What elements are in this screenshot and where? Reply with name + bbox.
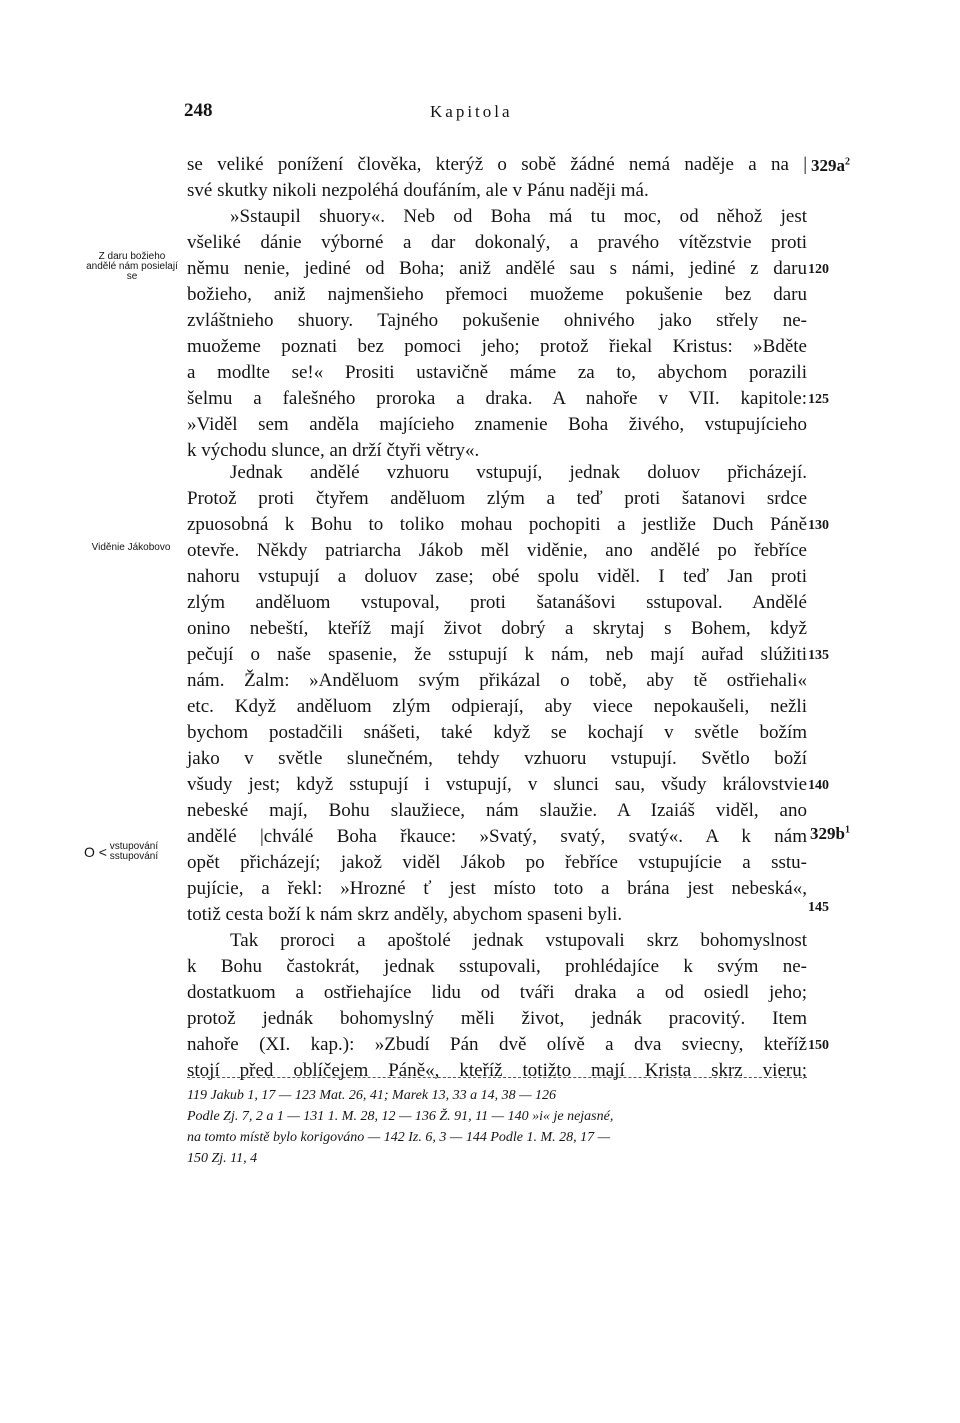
text-line: nebeské mají, Bohu slaužiece, nám slaužie. A Izaiáš viděl, ano xyxy=(187,800,807,821)
text-line: všudy jest; když sstupují i vstupují, v slunci sau, všudy královstvie xyxy=(187,774,807,795)
footnote-line: na tomto místě bylo korigováno — 142 Iz. 6, 3 — 144 Podle 1. M. 28, 17 — xyxy=(187,1130,611,1145)
text-line: andělé |chválé Boha řkauce: »Svatý, svatý, svatý«. A k nám xyxy=(187,826,807,847)
page-number: 248 xyxy=(184,100,213,121)
folio-mark: $329b^1$ xyxy=(810,824,850,843)
marginal-note: O < vstupování sstupování xyxy=(84,841,159,862)
text-line: »Viděl sem anděla majícieho znamenie Boha živého, vstupujícieho xyxy=(187,414,807,435)
text-line: totiž cesta boží k nám skrz anděly, abychom spaseni byli. xyxy=(187,904,623,925)
line-number: 150 xyxy=(808,1038,829,1053)
text-line: Protož proti čtyřem anděluom zlým a teď proti šatanovi srdce xyxy=(187,488,807,509)
line-number: 135 xyxy=(808,648,829,663)
text-line: k Bohu častokrát, jednak sstupovali, prohlédajíce k svým ne- xyxy=(187,956,807,977)
text-line: zlým anděluom vstupoval, proti šatanášovi sstupoval. Andělé xyxy=(187,592,807,613)
page-header xyxy=(0,100,960,130)
footnote-line: 150 Zj. 11, 4 xyxy=(187,1151,258,1166)
text-line: zvláštnieho shuory. Tajného pokušenie ohnivého jako střely ne- xyxy=(187,310,807,331)
text-line: nahoře (XI. kap.): »Zbudí Pán dvě olívě a dva sviecny, kteříž xyxy=(187,1034,807,1055)
marginal-note: Z daru božieho andělé nám posielají se xyxy=(86,251,178,282)
text-line: opět přicházejí; jakož viděl Jákob po řebříce vstupujície a sstu- xyxy=(187,852,807,873)
text-line: bychom postadčili snášeti, také když se kochají v světle božím xyxy=(187,722,807,743)
text-line: etc. Když anděluom zlým odpierají, aby viece nepokaušeli, nežli xyxy=(187,696,807,717)
footnote-line: 119 Jakub 1, 17 — 123 Mat. 26, 41; Marek 13, 33 a 14, 38 — 126 xyxy=(187,1088,557,1103)
footnote-separator xyxy=(187,1077,807,1078)
text-line: nahoru vstupují a doluov zase; obé spolu viděl. I teď Jan proti xyxy=(187,566,807,587)
text-line: božieho, aniž najmenšieho přemoci muožeme pokušenie bez daru xyxy=(187,284,807,305)
line-number: 125 xyxy=(808,392,829,407)
line-number: 120 xyxy=(808,262,829,277)
text-line: jako v světle slunečném, tehdy vzhuoru vstupují. Světlo boží xyxy=(187,748,807,769)
marginal-note: Viděnie Jákobovo xyxy=(91,542,171,553)
text-line: němu nenie, jediné od Boha; aniž andělé sau s námi, jediné z daru xyxy=(187,258,807,279)
text-line: protož jednák bohomyslný měli život, jednák pracovitý. Item xyxy=(187,1008,807,1029)
text-line: Tak proroci a apoštolé jednak vstupovali skrz bohomyslnost xyxy=(230,930,807,951)
text-line: muožeme poznati bez pomoci jeho; protož řiekal Kristus: »Bděte xyxy=(187,336,807,357)
text-line: šelmu a falešného proroka a draka. A nahoře v VII. kapitole: xyxy=(187,388,807,409)
text-line: stojí před oblíčejem Páně«, kteříž totižto mají Krista skrz vieru; xyxy=(187,1060,807,1081)
running-head: Kapitola xyxy=(430,102,513,121)
text-line: pečují o naše spasenie, že sstupují k nám, neb mají auřad slúžiti xyxy=(187,644,807,665)
line-number: 145 xyxy=(808,900,829,915)
text-line: nám. Žalm: »Anděluom svým přikázal o tobě, aby tě ostřiehali« xyxy=(187,670,807,691)
text-line: zpuosobná k Bohu to toliko mohau pochopiti a jestliže Duch Páně xyxy=(187,514,807,535)
text-line: dostatkuom a ostřiehajíce lidu od tváři draka a od osiedl jeho; xyxy=(187,982,807,1003)
text-line: a modlte se!« Prositi ustavičně máme za to, abychom porazili xyxy=(187,362,807,383)
text-line: se veliké ponížení člověka, kterýž o sobě žádné nemá naděje a na | xyxy=(187,154,807,175)
text-line: otevře. Někdy patriarcha Jákob měl viděnie, ano andělé po řebříce xyxy=(187,540,807,561)
text-line: všeliké dánie výborné a dar dokonalý, a pravého vítězstvie proti xyxy=(187,232,807,253)
text-line: své skutky nikoli nezpoléhá doufáním, ale v Pánu naději má. xyxy=(187,180,649,201)
text-line: onino nebeští, kteříž mají život dobrý a skrytaj s Bohem, když xyxy=(187,618,807,639)
line-number: 140 xyxy=(808,778,829,793)
text-line: »Sstaupil shuory«. Neb od Boha má tu moc, od něhož jest xyxy=(230,206,807,227)
footnote-line: Podle Zj. 7, 2 a 1 — 131 1. M. 28, 12 — 136 Ž. 91, 11 — 140 »i« je nejasné, xyxy=(187,1109,614,1124)
folio-mark: $329a^2$ xyxy=(811,156,850,175)
text-line: k východu slunce, an drží čtyři větry«. xyxy=(187,440,480,461)
line-number: 130 xyxy=(808,518,829,533)
text-line: pujície, a řekl: »Hrozné ť jest místo toto a brána jest nebeská«, xyxy=(187,878,807,899)
text-line: Jednak andělé vzhuoru vstupují, jednak doluov přicházejí. xyxy=(230,462,807,483)
